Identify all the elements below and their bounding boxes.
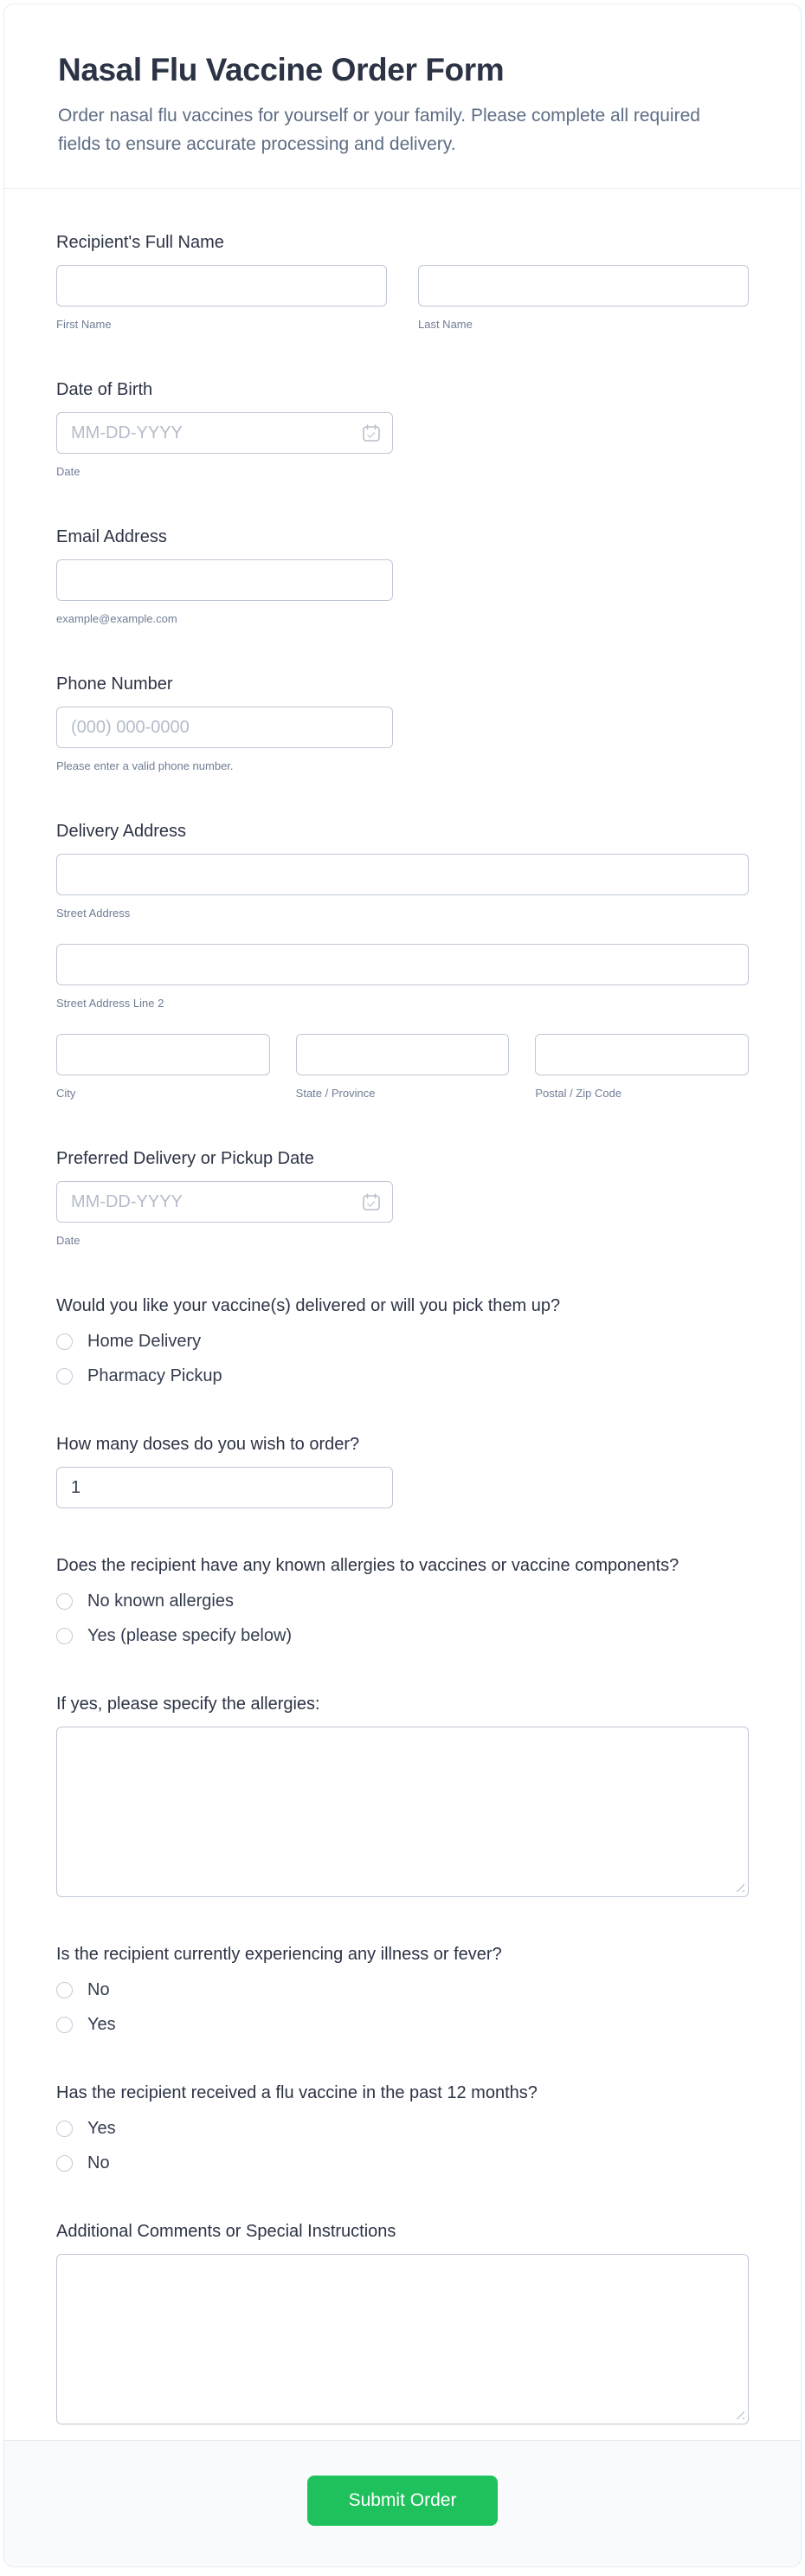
state-sublabel: State / Province bbox=[295, 1087, 376, 1100]
first-name-sublabel: First Name bbox=[56, 318, 112, 331]
street-address-sublabel: Street Address bbox=[56, 907, 131, 920]
form-card bbox=[3, 3, 802, 2567]
radio-option-no-allergies[interactable] bbox=[56, 1590, 749, 1612]
radio-circle[interactable] bbox=[56, 1628, 73, 1644]
field-label-phone: Phone Number bbox=[56, 675, 173, 694]
radio-option-past-yes[interactable] bbox=[56, 2117, 749, 2140]
street-address2-input[interactable] bbox=[56, 944, 749, 985]
radio-circle[interactable] bbox=[56, 2155, 73, 2172]
form-body bbox=[4, 189, 801, 2440]
radio-circle[interactable] bbox=[56, 1593, 73, 1610]
field-delivery-method bbox=[56, 1294, 749, 1387]
field-date-of-birth bbox=[56, 378, 749, 480]
field-label-delivery-method: Would you like your vaccine(s) delivered or will you pick them up? bbox=[56, 1296, 561, 1315]
form-header bbox=[4, 4, 801, 188]
field-label-date-of-birth: Date of Birth bbox=[56, 380, 153, 399]
radio-label: No bbox=[87, 1980, 110, 1999]
radio-label: Yes bbox=[87, 2015, 116, 2034]
field-label-preferred-date: Preferred Delivery or Pickup Date bbox=[56, 1149, 314, 1168]
field-label-illness: Is the recipient currently experiencing any illness or fever? bbox=[56, 1945, 502, 1964]
radio-option-illness-no[interactable] bbox=[56, 1979, 749, 2001]
date-of-birth-input[interactable] bbox=[56, 412, 393, 454]
field-recipient-name bbox=[56, 230, 749, 332]
zip-input[interactable] bbox=[535, 1034, 749, 1075]
field-past-vaccine bbox=[56, 2081, 749, 2174]
street-address2-sublabel: Street Address Line 2 bbox=[56, 997, 164, 1010]
email-input[interactable] bbox=[56, 559, 393, 601]
radio-circle[interactable] bbox=[56, 2017, 73, 2033]
last-name-input[interactable] bbox=[418, 265, 749, 307]
field-label-comments: Additional Comments or Special Instructions bbox=[56, 2222, 396, 2241]
radio-circle[interactable] bbox=[56, 1333, 73, 1350]
field-allergies bbox=[56, 1553, 749, 1647]
field-doses bbox=[56, 1432, 749, 1508]
street-address-input[interactable] bbox=[56, 854, 749, 895]
field-label-delivery-address: Delivery Address bbox=[56, 822, 187, 841]
radio-option-past-no[interactable] bbox=[56, 2152, 749, 2174]
field-label-email: Email Address bbox=[56, 527, 167, 546]
radio-circle[interactable] bbox=[56, 2121, 73, 2137]
city-input[interactable] bbox=[56, 1034, 270, 1075]
phone-sublabel: Please enter a valid phone number. bbox=[56, 759, 234, 772]
radio-label: No bbox=[87, 2153, 110, 2172]
state-input[interactable] bbox=[296, 1034, 510, 1075]
field-label-allergies: Does the recipient have any known allergies to vaccines or vaccine components? bbox=[56, 1556, 679, 1575]
field-label-recipient-name: Recipient's Full Name bbox=[56, 233, 224, 252]
allergy-detail-textarea[interactable] bbox=[56, 1727, 749, 1897]
radio-circle[interactable] bbox=[56, 1368, 73, 1385]
preferred-date-sublabel: Date bbox=[56, 1234, 80, 1247]
zip-sublabel: Postal / Zip Code bbox=[535, 1087, 622, 1100]
field-preferred-date bbox=[56, 1146, 749, 1249]
radio-label: Pharmacy Pickup bbox=[87, 1366, 222, 1385]
field-email bbox=[56, 525, 749, 627]
field-allergy-detail bbox=[56, 1692, 749, 1897]
last-name-sublabel: Last Name bbox=[418, 318, 473, 331]
page-title: Nasal Flu Vaccine Order Form bbox=[58, 52, 505, 87]
phone-input[interactable] bbox=[56, 707, 393, 748]
radio-option-home-delivery[interactable] bbox=[56, 1330, 749, 1353]
field-phone bbox=[56, 672, 749, 774]
radio-label: No known allergies bbox=[87, 1591, 234, 1611]
email-sublabel: example@example.com bbox=[56, 612, 177, 625]
field-delivery-address bbox=[56, 819, 749, 1101]
radio-option-illness-yes[interactable] bbox=[56, 2013, 749, 2036]
calendar-icon[interactable] bbox=[362, 1192, 381, 1211]
doses-input[interactable] bbox=[56, 1467, 393, 1508]
radio-label: Home Delivery bbox=[87, 1332, 202, 1351]
radio-label: Yes (please specify below) bbox=[87, 1626, 293, 1645]
radio-circle[interactable] bbox=[56, 1982, 73, 1998]
radio-label: Yes bbox=[87, 2119, 116, 2138]
date-of-birth-sublabel: Date bbox=[56, 465, 80, 478]
field-illness bbox=[56, 1942, 749, 2036]
field-label-past-vaccine: Has the recipient received a flu vaccine in the past 12 months? bbox=[56, 2083, 538, 2102]
form-subtitle: Order nasal flu vaccines for yourself or your family. Please complete all required fields to ensure accurate processing and delivery. bbox=[58, 106, 700, 154]
field-label-allergy-detail: If yes, please specify the allergies: bbox=[56, 1695, 320, 1714]
radio-option-pharmacy-pickup[interactable] bbox=[56, 1365, 749, 1387]
preferred-date-input[interactable] bbox=[56, 1181, 393, 1223]
comments-textarea[interactable] bbox=[56, 2254, 749, 2424]
field-comments bbox=[56, 2219, 749, 2424]
city-sublabel: City bbox=[56, 1087, 76, 1100]
field-label-doses: How many doses do you wish to order? bbox=[56, 1435, 360, 1454]
calendar-icon[interactable] bbox=[362, 423, 381, 442]
form-footer bbox=[4, 2440, 801, 2566]
submit-order-button[interactable]: Submit Order bbox=[307, 2476, 498, 2526]
first-name-input[interactable] bbox=[56, 265, 387, 307]
radio-option-yes-allergies[interactable] bbox=[56, 1624, 749, 1647]
